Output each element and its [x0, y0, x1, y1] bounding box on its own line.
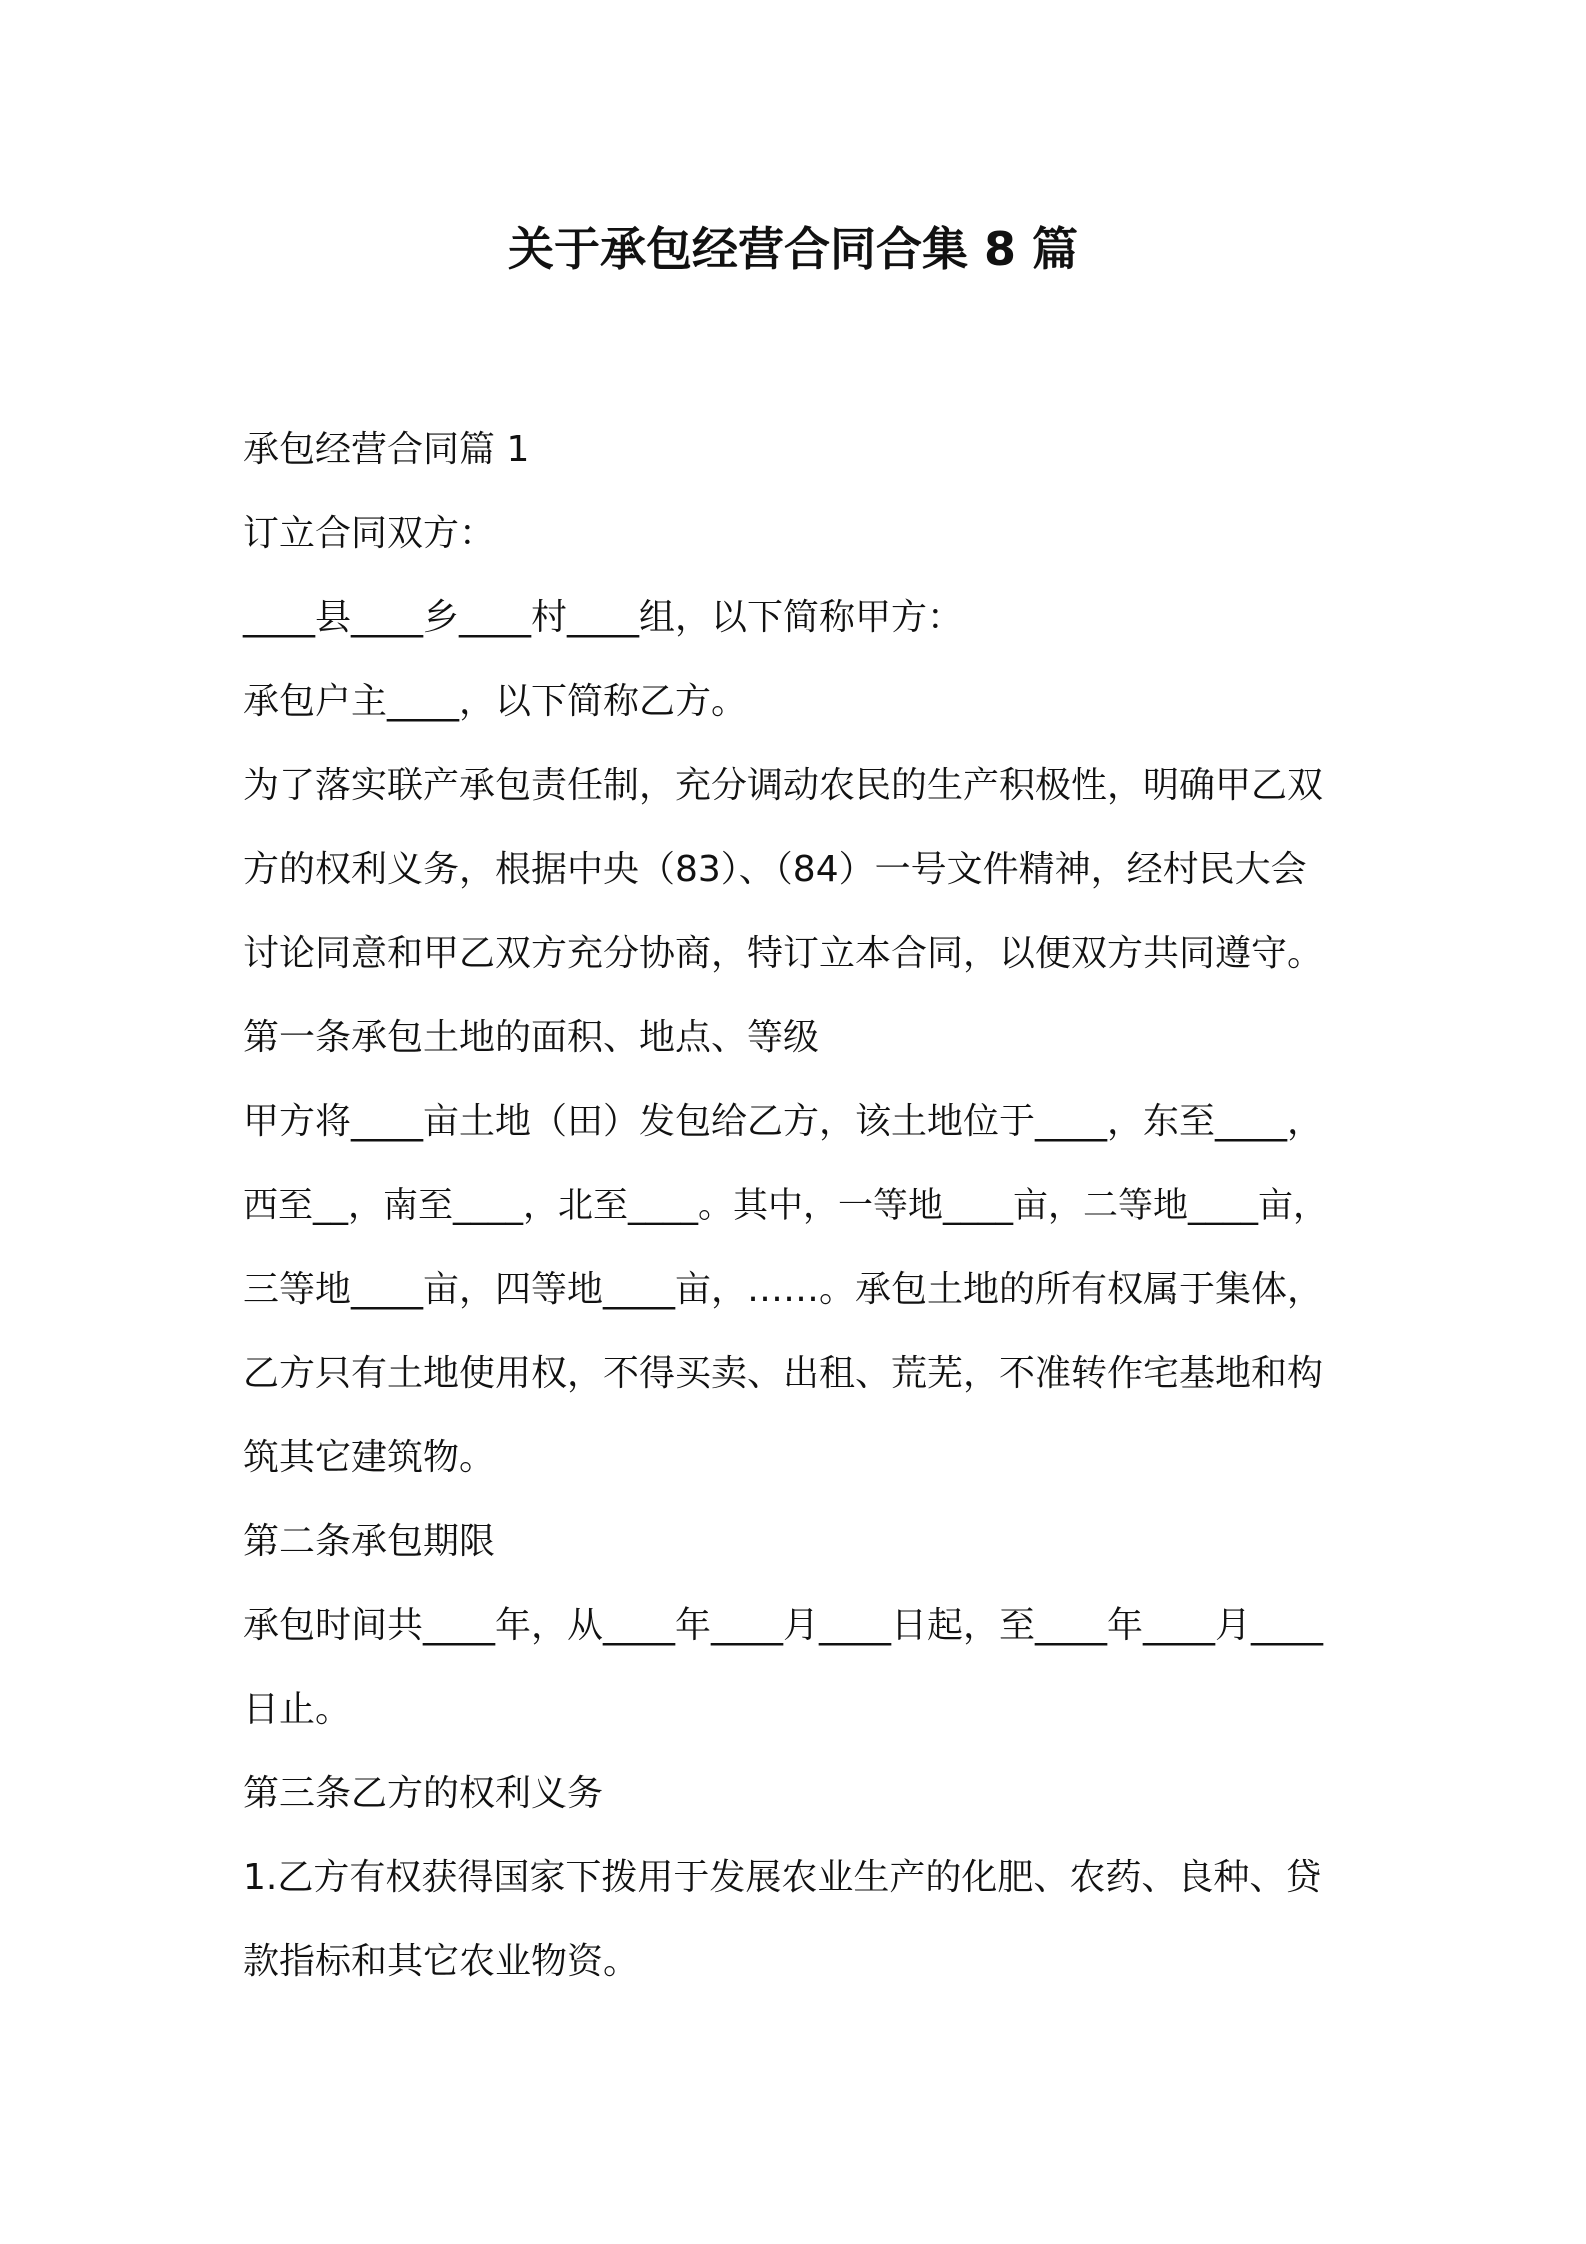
paragraph-line: 承包户主____，以下简称乙方。: [243, 681, 748, 722]
paragraph-line: 三等地____亩，四等地____亩，……。承包土地的所有权属于集体，: [243, 1269, 1324, 1310]
paragraph-line: 日止。: [243, 1689, 352, 1730]
paragraph-line: 筑其它建筑物。: [243, 1437, 496, 1478]
paragraph-line: 西至__，南至____，北至____。其中，一等地____亩，二等地____亩，: [243, 1186, 1329, 1226]
section-heading: 承包经营合同篇 1: [243, 429, 530, 470]
paragraph-line: 承包时间共____年，从____年____月____日起，至____年____月____: [243, 1605, 1324, 1646]
paragraph-line: 甲方将____亩土地（田）发包给乙方，该土地位于____，东至____，: [243, 1101, 1324, 1142]
paragraph-line: ____县____乡____村____组，以下简称甲方：: [243, 597, 964, 638]
paragraph-line: 1.乙方有权获得国家下拨用于发展农业生产的化肥、农药、良种、贷: [243, 1857, 1322, 1898]
paragraph-line: 为了落实联产承包责任制，充分调动农民的生产积极性，明确甲乙双: [243, 765, 1324, 806]
paragraph-line: 款指标和其它农业物资。: [243, 1941, 640, 1982]
paragraph-line: 乙方只有土地使用权，不得买卖、出租、荒芜，不准转作宅基地和构: [243, 1353, 1324, 1394]
paragraph-line: 订立合同双方：: [243, 513, 496, 554]
article-heading: 第一条承包土地的面积、地点、等级: [243, 1017, 820, 1058]
paragraph-line: 方的权利义务，根据中央（83）、（84）一号文件精神，经村民大会: [243, 849, 1307, 890]
document-title: 关于承包经营合同合集 8 篇: [507, 222, 1079, 276]
article-heading: 第二条承包期限: [243, 1521, 496, 1562]
document-body: [243, 408, 1353, 2004]
paragraph-line: 讨论同意和甲乙双方充分协商，特订立本合同，以便双方共同遵守。: [243, 933, 1324, 974]
article-heading: 第三条乙方的权利义务: [243, 1773, 604, 1814]
